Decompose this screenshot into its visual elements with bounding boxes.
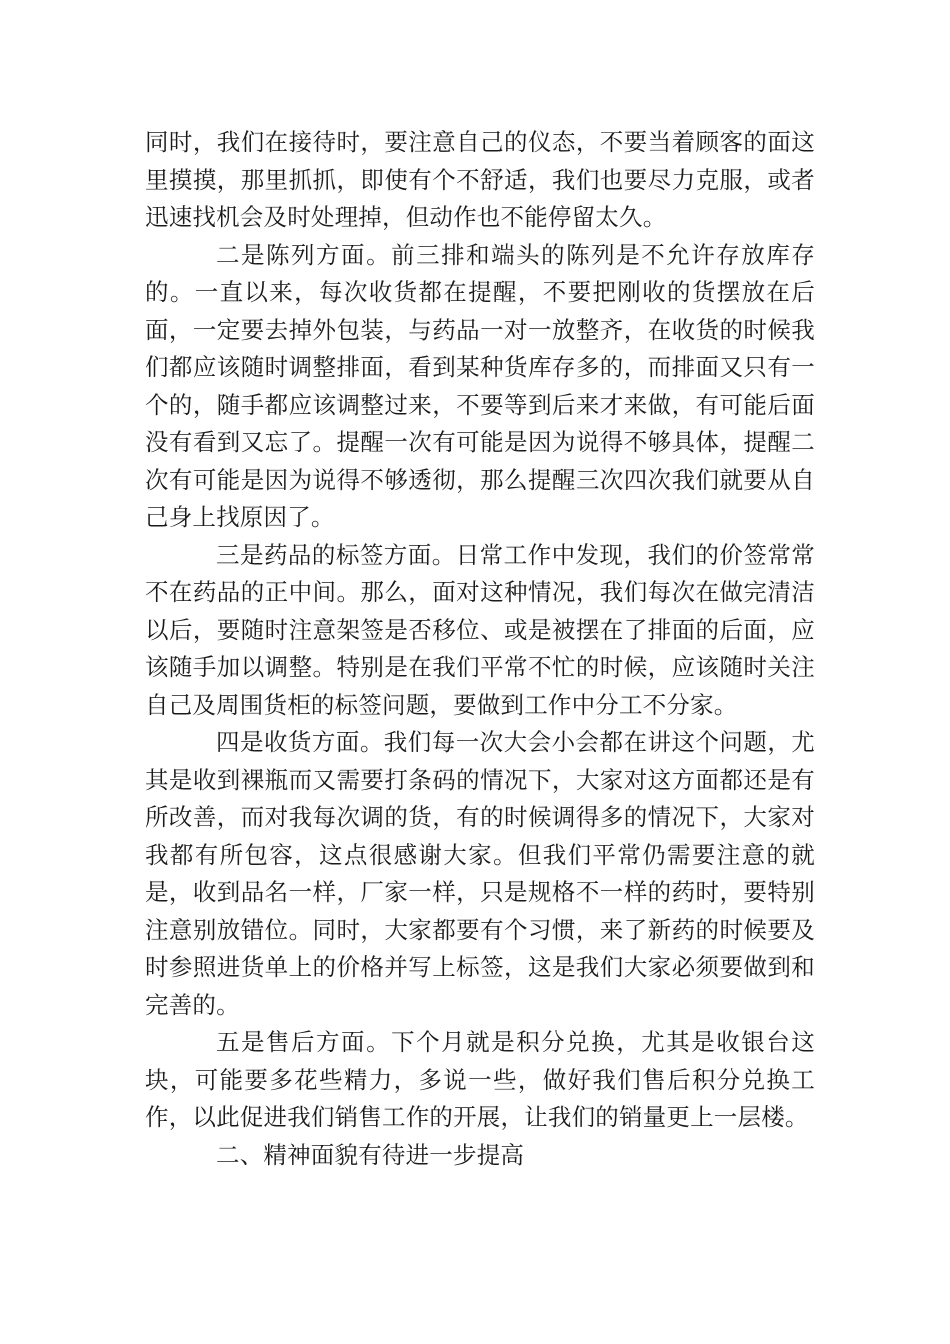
section-heading: 二、精神面貌有待进一步提高 xyxy=(216,1140,525,1169)
paragraph-display: 二是陈列方面。前三排和端头的陈列是不允许存放库存的。一直以来，每次收货都在提醒，不要把刚收的货摆放在后面，一定要去掉外包装，与药品一对一放整齐，在收货的时候我们都应该随时调整排面，看到某种货库存多的，而排面又只有一个的，随手都应该调整过来，不要等到后来才来做，有可能后面没有看到又忘了。提醒一次有可能是因为说得不够具体，提醒二次有可能是因为说得不够透彻，那么提醒三次四次我们就要从自己身上找原因了。 xyxy=(145,240,815,531)
document-body xyxy=(145,124,815,1174)
paragraph-labels: 三是药品的标签方面。日常工作中发现，我们的价签常常不在药品的正中间。那么，面对这种情况，我们每次在做完清洁以后，要随时注意架签是否移位、或是被摆在了排面的后面，应该随手加以调整。特别是在我们平常不忙的时候，应该随时关注自己及周围货柜的标签问题，要做到工作中分工不分家。 xyxy=(145,540,815,719)
paragraph-continuation: 同时，我们在接待时，要注意自己的仪态，不要当着顾客的面这里摸摸，那里抓抓，即使有个不舒适，我们也要尽力克服，或者迅速找机会及时处理掉，但动作也不能停留太久。 xyxy=(145,128,815,231)
paragraph-after-sales: 五是售后方面。下个月就是积分兑换，尤其是收银台这块，可能要多花些精力，多说一些，做好我们售后积分兑换工作，以此促进我们销售工作的开展，让我们的销量更上一层楼。 xyxy=(145,1028,815,1131)
paragraph-receiving: 四是收货方面。我们每一次大会小会都在讲这个问题，尤其是收到裸瓶而又需要打条码的情况下，大家对这方面都还是有所改善，而对我每次调的货，有的时候调得多的情况下，大家对我都有所包容，这点很感谢大家。但我们平常仍需要注意的就是，收到品名一样，厂家一样，只是规格不一样的药时，要特别注意别放错位。同时，大家都要有个习惯，来了新药的时候要及时参照进货单上的价格并写上标签，这是我们大家必须要做到和完善的。 xyxy=(145,728,815,1019)
